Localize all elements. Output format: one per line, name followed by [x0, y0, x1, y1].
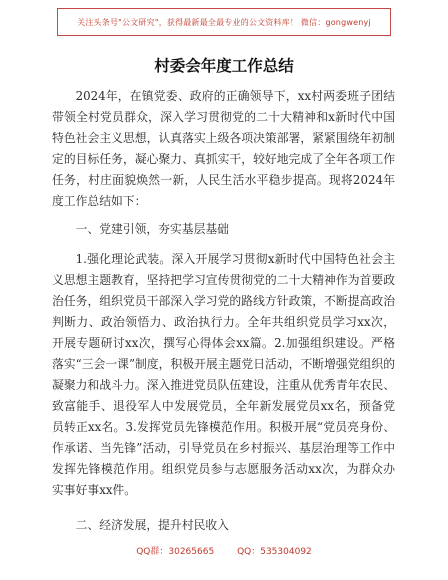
section-heading-1: 一、党建引领，夯实基层基础	[75, 222, 229, 236]
document-title: 村委会年度工作总结	[154, 57, 294, 75]
footer-contact: QQ群：30265665 QQ：535304092	[136, 547, 312, 557]
document-body	[52, 86, 395, 545]
section-heading-2: 二、经济发展，提升村民收入	[75, 518, 229, 532]
banner-text: 关注头条号"公文研究"，获得最新最全最专业的公文资料库！ 微信：gongwenyj	[77, 17, 371, 27]
section-1-paragraph: 1.强化理论武装。深入开展学习贯彻x新时代中国特色社会主义思想主题教育，坚持把学习宣传贯彻党的二十大精神作为首要政治任务，组织党员干部深入学习党的路线方针政策，不断提高政治判断力、政治领悟力、政治执行力。全年共组织党员学习xx次，开展专题研讨xx次，撰写心得体会xx篇。2.加强组织建设。严格落实“三会一课”制度，积极开展主题党日活动，不断增强党组织的凝聚力和战斗力。深入推进党员队伍建设，注重从优秀青年农民、致富能手、退役军人中发展党员，全年新发展党员xx名，预备党员转正xx名。3.发挥党员先锋模范作用。积极开展“党员亮身份、作承诺、当先锋”活动，引导党员在乡村振兴、基层治理等工作中发挥先锋模范作用。组织党员参与志愿服务活动xx次，为群众办实事好事xx件。	[52, 252, 395, 497]
intro-paragraph: 2024年，在镇党委、政府的正确领导下，xx村两委班子团结带领全村党员群众，深入学习贯彻党的二十大精神和x新时代中国特色社会主义思想，认真落实上级各项决策部署，紧紧围绕年初制定的目标任务，凝心聚力、真抓实干，较好地完成了全年各项工作任务，村庄面貌焕然一新，人民生活水平稳步提高。现将2024年度工作总结如下：	[52, 89, 395, 208]
header-banner	[57, 8, 391, 36]
